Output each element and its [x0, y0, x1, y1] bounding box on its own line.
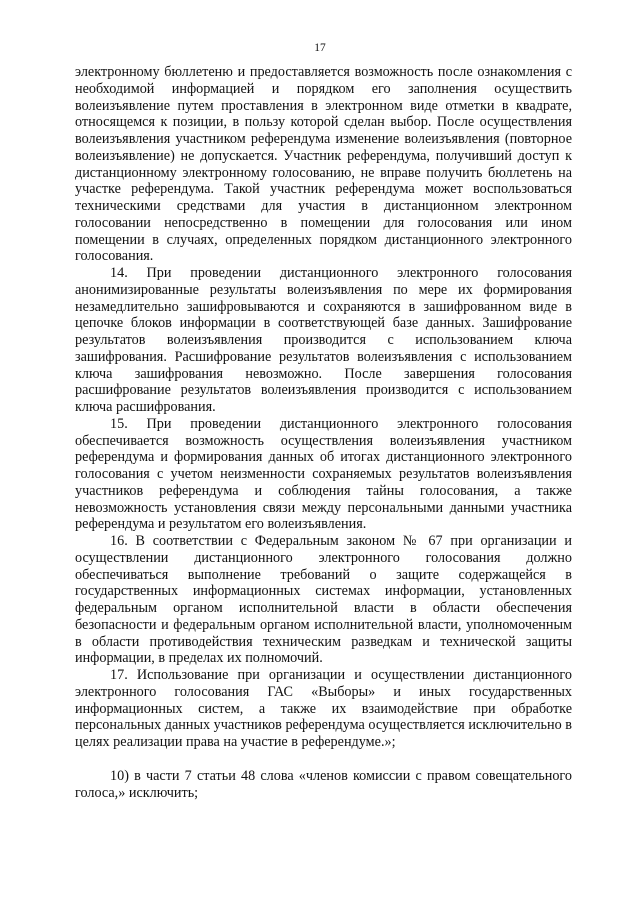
page-number: 17 — [314, 42, 326, 54]
paragraph-continuation: электронному бюллетеню и предоставляется возможность после ознакомления с необходимой информацией и порядком его заполнения осуществить волеизъявление путем проставления в электронном виде отметки в квадрате, относящемся к позиции, в пользу которой сделан выбор. После осуществления волеизъявления участником референдума изменение волеизъявления (повторное волеизъявление) не допускается. Участник референдума, получивший доступ к дистанционному электронному голосованию, не вправе получить бюллетень на участке референдума. Такой участник референдума может воспользоваться техническими средствами для участия в дистанционном электронном голосовании непосредственно в помещении для голосования или ином помещении в случаях, определенных порядком дистанционного электронного голосования. — [75, 64, 572, 265]
paragraph-14: 14. При проведении дистанционного электронного голосования анонимизированные результаты волеизъявления по мере их формирования незамедлительно зашифровываются и сохраняются в зашифрованном виде в цепочке блоков информации в соответствующей базе данных. Зашифрование результатов волеизъявления производится с использованием ключа зашифрования. Расшифрование результатов волеизъявления с использованием ключа зашифрования невозможно. После завершения голосования расшифрование результатов волеизъявления производится с использованием ключа расшифрования. — [75, 265, 572, 415]
document-body — [75, 64, 572, 801]
paragraph-spacer — [75, 751, 572, 768]
paragraph-16: 16. В соответствии с Федеральным законом № 67 при организации и осуществлении дистанционного электронного голосования должно обеспечиваться выполнение требований о защите содержащейся в государственных информационных системах информации, установленных федеральным органом исполнительной власти в области обеспечения безопасности и федеральным органом исполнительной власти, уполномоченным в области противодействия техническим разведкам и технической защиты информации, в пределах их полномочий. — [75, 533, 572, 667]
paragraph-item-10: 10) в части 7 статьи 48 слова «членов комиссии с правом совещательного голоса,» исключить; — [75, 767, 572, 801]
paragraph-17: 17. Использование при организации и осуществлении дистанционного электронного голосования ГАС «Выборы» и иных государственных информационных систем, а также их взаимодействие при обработке персональных данных участников референдума осуществляется исключительно в целях реализации права на участие в референдуме.»; — [75, 667, 572, 750]
paragraph-15: 15. При проведении дистанционного электронного голосования обеспечивается возможность осуществления волеизъявления участником референдума и формирования данных об итогах дистанционного электронного голосования с учетом неизменности сохраняемых результатов волеизъявления участников референдума и соблюдения тайны голосования, а также невозможность установления связи между персональными данными участника референдума и результатом его волеизъявления. — [75, 415, 572, 533]
